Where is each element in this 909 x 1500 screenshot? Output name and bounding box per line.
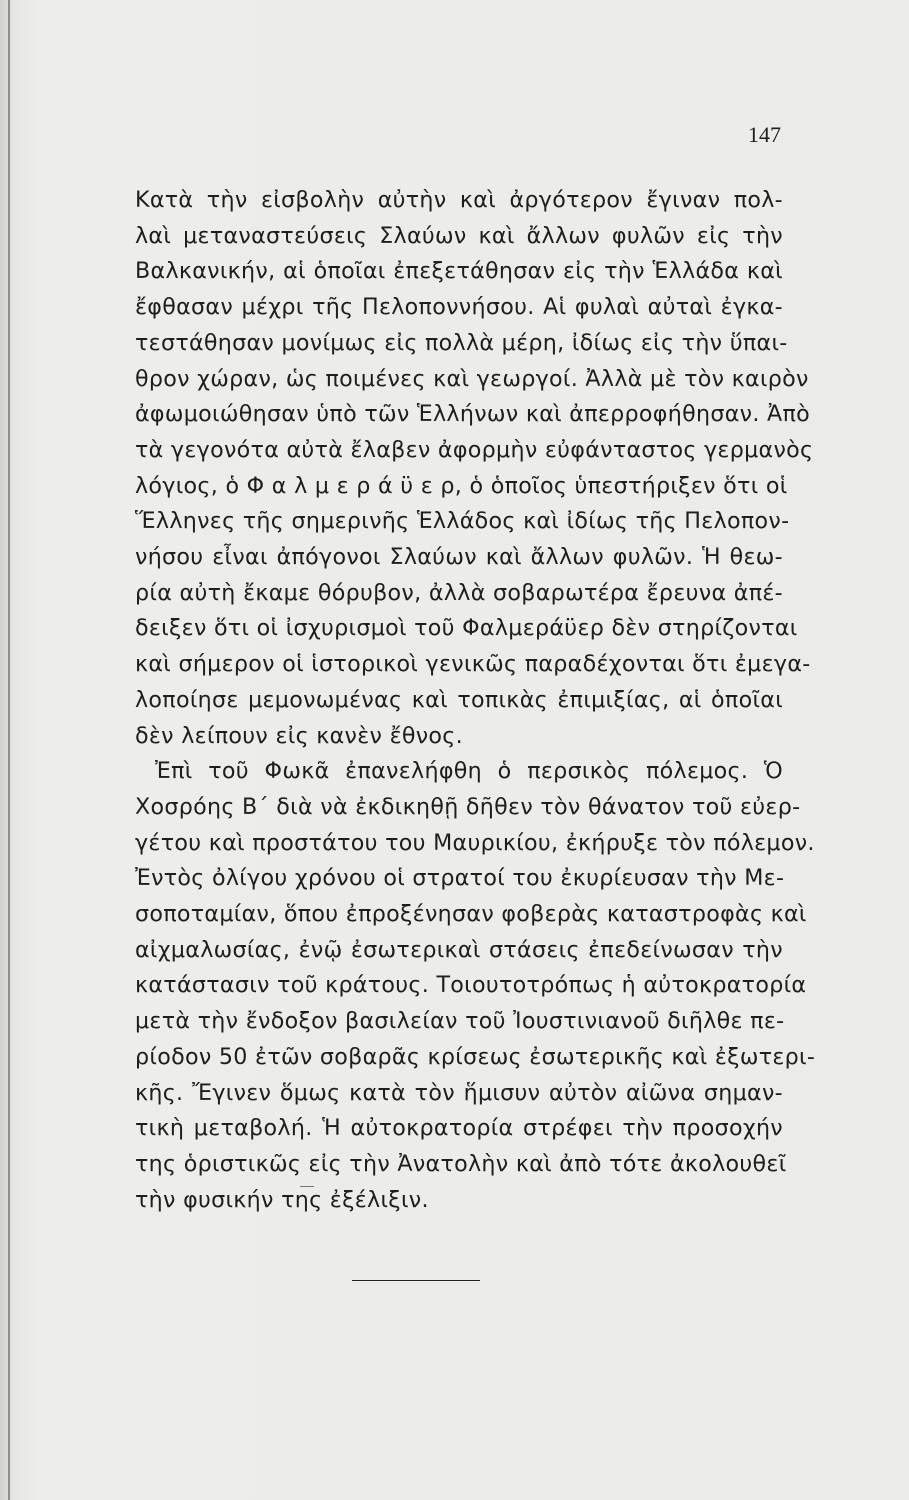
text-line: αἰχμαλωσίας, ἐνῷ ἐσωτερικαὶ στάσεις ἐπεδείνωσαν τὴν — [135, 936, 783, 963]
stray-dash-mark — [300, 1186, 314, 1187]
text-line: γέτου καὶ προστάτου του Μαυρικίου, ἐκήρυξε τὸν πόλεμον. — [135, 829, 815, 856]
text-line: της ὁριστικῶς εἰς τὴν Ἀνατολὴν καὶ ἀπὸ τότε ἀκολουθεῖ — [135, 1150, 787, 1177]
text-line: τεστάθησαν μονίμως εἰς πολλὰ μέρη, ἰδίως εἰς τὴν ὕπαι- — [135, 329, 788, 356]
text-line: ρίοδον 50 ἐτῶν σοβαρᾶς κρίσεως ἐσωτερικῆς καὶ ἐξωτερι- — [135, 1043, 816, 1070]
text-line: κῆς. Ἔγινεν ὅμως κατὰ τὸν ἥμισυν αὐτὸν αἰῶνα σημαν- — [135, 1079, 783, 1106]
text-line: λαὶ μεταναστεύσεις Σλαύων καὶ ἄλλων φυλῶν εἰς τὴν — [135, 222, 783, 249]
text-line: Κατὰ τὴν εἰσβολὴν αὐτὴν καὶ ἀργότερον ἔγιναν πολ- — [135, 187, 783, 213]
text-line: Ἐπὶ τοῦ Φωκᾶ ἐπανελήφθη ὁ περσικὸς πόλεμος. Ὁ — [155, 758, 783, 785]
text-line: ἀφωμοιώθησαν ὑπὸ τῶν Ἑλλήνων καὶ ἀπερροφήθησαν. Ἀπὸ — [135, 401, 811, 428]
text-line: Χοσρόης Β΄ διὰ νὰ ἐκδικηθῇ δῆθεν τὸν θάνατον τοῦ εὐερ- — [135, 793, 801, 820]
text-line: τικὴ μεταβολή. Ἡ αὐτοκρατορία στρέφει τὴν προσοχήν — [135, 1115, 783, 1142]
page-gutter-edge — [8, 0, 10, 1500]
text-line: τὰ γεγονότα αὐτὰ ἔλαβεν ἀφορμὴν εὐφάνταστος γερμανὸς — [135, 436, 814, 463]
text-line: Ἐντὸς ὀλίγου χρόνου οἱ στρατοί του ἐκυρίευσαν τὴν Με- — [135, 865, 785, 892]
text-line: μετὰ τὴν ἔνδοξον βασιλείαν τοῦ Ἰουστινιανοῦ διῆλθε πε- — [135, 1008, 785, 1035]
text-line: καὶ σήμερον οἱ ἱστορικοὶ γενικῶς παραδέχονται ὅτι ἐμεγα- — [135, 651, 811, 678]
end-rule — [352, 1280, 480, 1281]
text-line: ἔφθασαν μέχρι τῆς Πελοποννήσου. Αἱ φυλαὶ αὐταὶ ἐγκα- — [135, 294, 783, 321]
text-line: δειξεν ὅτι οἱ ἰσχυρισμοὶ τοῦ Φαλμεράϋερ δὲν στηρίζονται — [135, 615, 798, 642]
text-line: νήσου εἶναι ἀπόγονοι Σλαύων καὶ ἄλλων φυλῶν. Ἡ θεω- — [135, 544, 783, 571]
text-line: κατάστασιν τοῦ κράτους. Τοιουτοτρόπως ἡ αὐτοκρατορία — [135, 972, 807, 999]
text-line: θρον χώραν, ὡς ποιμένες καὶ γεωργοί. Ἀλλὰ μὲ τὸν καιρὸν — [135, 365, 809, 392]
text-line: δὲν λείπουν εἰς κανὲν ἔθνος. — [135, 722, 463, 749]
text-line: λόγιος, ὁ Φ α λ μ ε ρ ά ϋ ε ρ, ὁ ὁποῖος ὑπεστήριξεν ὅτι οἱ — [135, 472, 788, 499]
text-line: σοποταμίαν, ὅπου ἐπροξένησαν φοβερὰς καταστροφὰς καὶ — [135, 901, 807, 928]
text-line: Ἕλληνες τῆς σημερινῆς Ἑλλάδος καὶ ἰδίως τῆς Πελοπον- — [135, 508, 790, 535]
text-line: ρία αὐτὴ ἔκαμε θόρυβον, ἀλλὰ σοβαρωτέρα ἔρευνα ἀπέ- — [135, 579, 783, 606]
text-line: τὴν φυσικήν της ἐξέλιξιν. — [135, 1186, 429, 1213]
text-line: λοποίησε μεμονωμένας καὶ τοπικὰς ἐπιμιξίας, αἱ ὁποῖαι — [135, 686, 783, 713]
text-line: Βαλκανικήν, αἱ ὁποῖαι ἐπεξετάθησαν εἰς τὴν Ἑλλάδα καὶ — [135, 258, 783, 285]
body-text — [135, 183, 816, 1218]
page-number: 147 — [748, 122, 781, 147]
